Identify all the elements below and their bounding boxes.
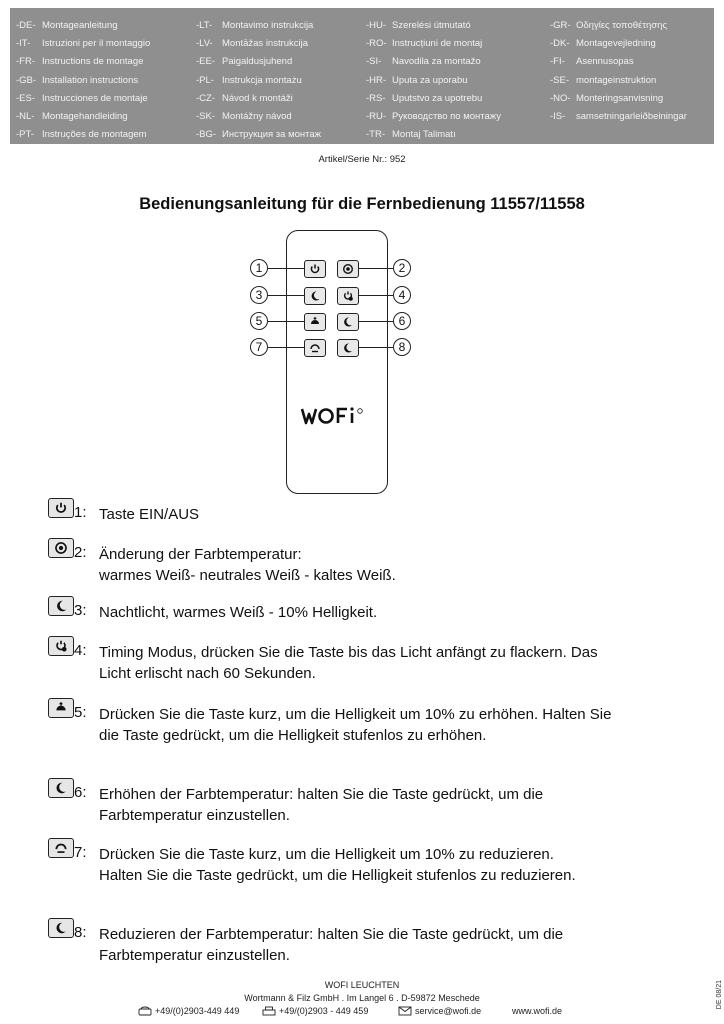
language-row: -NO- Monteringsanvisning: [550, 92, 664, 104]
brightness-up-icon: [48, 698, 74, 718]
remote-button-4: [337, 287, 359, 305]
color-temp-down-icon: [48, 918, 74, 938]
article-number: Artikel/Serie Nr.: 952: [318, 154, 406, 165]
contact-phone: +49/(0)2903-449 449: [138, 1006, 239, 1016]
language-header: [10, 8, 714, 144]
fax-icon: [262, 1006, 276, 1016]
leader-line: [359, 347, 393, 348]
leader-line: [268, 347, 304, 348]
language-row: -EE- Paigaldusjuhend: [196, 56, 293, 68]
callout-6: 6: [393, 312, 411, 330]
language-row: -IT- Istruzioni per il montaggio: [16, 37, 151, 49]
language-row: -ES- Instrucciones de montaje: [16, 92, 148, 104]
language-row: -FR- Instructions de montage: [16, 56, 144, 68]
language-row: -RO- Instrucțiuni de montaj: [366, 37, 483, 49]
callout-2: 2: [393, 259, 411, 277]
language-column-1: [16, 16, 150, 144]
language-column-3: [366, 16, 501, 144]
contact-fax: +49/(0)2903 - 449 459: [262, 1006, 368, 1016]
contact-email[interactable]: service@wofi.de: [398, 1006, 481, 1016]
remote-button-6: [337, 313, 359, 331]
power-icon: [309, 263, 321, 275]
brightness-up-icon: [309, 316, 321, 328]
callout-3: 3: [250, 286, 268, 304]
night-light-icon: [48, 596, 74, 616]
language-row: -DE- Montageanleitung: [16, 19, 118, 31]
language-row: -RU- Руководство по монтажу: [366, 111, 502, 123]
remote-button-5: [304, 313, 326, 331]
language-column-4: [550, 16, 687, 126]
callout-7: 7: [250, 338, 268, 356]
language-row: -HU- Szerelési útmutató: [366, 19, 471, 31]
language-column-2: [196, 16, 321, 144]
language-row: -LT- Montavimo instrukcija: [196, 19, 314, 31]
leader-line: [359, 321, 393, 322]
callout-5: 5: [250, 312, 268, 330]
color-temp-icon: [342, 263, 354, 275]
remote-button-7: [304, 339, 326, 357]
contact-web[interactable]: www.wofi.de: [512, 1006, 563, 1016]
remote-button-8: [337, 339, 359, 357]
leader-line: [359, 295, 393, 296]
language-row: -FI- Asennusopas: [550, 56, 634, 68]
callout-8: 8: [393, 338, 411, 356]
mail-icon: [398, 1006, 412, 1016]
remote-button-1: [304, 260, 326, 278]
timer-icon: [342, 290, 354, 302]
leader-line: [268, 268, 304, 269]
language-row: -LV- Montāžas instrukcija: [196, 37, 309, 49]
document-code: DE 08/21: [716, 980, 723, 1010]
phone-icon: [138, 1006, 152, 1016]
callout-1: 1: [250, 259, 268, 277]
color-temp-up-icon: [48, 778, 74, 798]
night-light-icon: [309, 290, 321, 302]
language-row: -HR- Uputa za uporabu: [366, 74, 468, 86]
language-row: -SK- Montážny návod: [196, 111, 292, 123]
leader-line: [268, 321, 304, 322]
color-temp-up-icon: [342, 316, 354, 328]
language-row: -PT- Instruções de montagem: [16, 129, 147, 141]
leader-line: [359, 268, 393, 269]
brightness-down-icon: [48, 838, 74, 858]
language-row: -NL- Montagehandleiding: [16, 111, 128, 123]
footer-company: WOFI LEUCHTEN: [324, 980, 400, 990]
language-row: -RS- Uputstvo za upotrebu: [366, 92, 483, 104]
language-row: -PL- Instrukcja montażu: [196, 74, 302, 86]
language-row: -SI- Navodila za montažo: [366, 56, 481, 68]
timer-icon: [48, 636, 74, 656]
footer-address: Wortmann & Filz GmbH . Im Langel 6 . D-59872 Meschede: [244, 993, 480, 1003]
remote-button-2: [337, 260, 359, 278]
wofi-logo: [298, 400, 374, 430]
language-row: -IS- samsetningarleiðbeiningar: [550, 111, 687, 123]
callout-4: 4: [393, 286, 411, 304]
language-row: -SE- montageinstruktion: [550, 74, 657, 86]
color-temp-down-icon: [342, 342, 354, 354]
page-title: Bedienungsanleitung für die Fernbedienung 11557/11558: [139, 195, 585, 213]
language-row: -BG- Инструкция за монтаж: [196, 129, 322, 141]
language-row: -DK- Montagevejledning: [550, 37, 656, 49]
language-row: -GB- Installation instructions: [16, 74, 139, 86]
language-row: -CZ- Návod k montáži: [196, 92, 293, 104]
color-temp-icon: [48, 538, 74, 558]
leader-line: [268, 295, 304, 296]
power-icon: [48, 498, 74, 518]
brightness-down-icon: [309, 342, 321, 354]
remote-button-3: [304, 287, 326, 305]
language-row: -GR- Οδηγίες τοποθέτησης: [550, 19, 668, 31]
language-row: -TR- Montaj Talimatı: [366, 129, 456, 141]
